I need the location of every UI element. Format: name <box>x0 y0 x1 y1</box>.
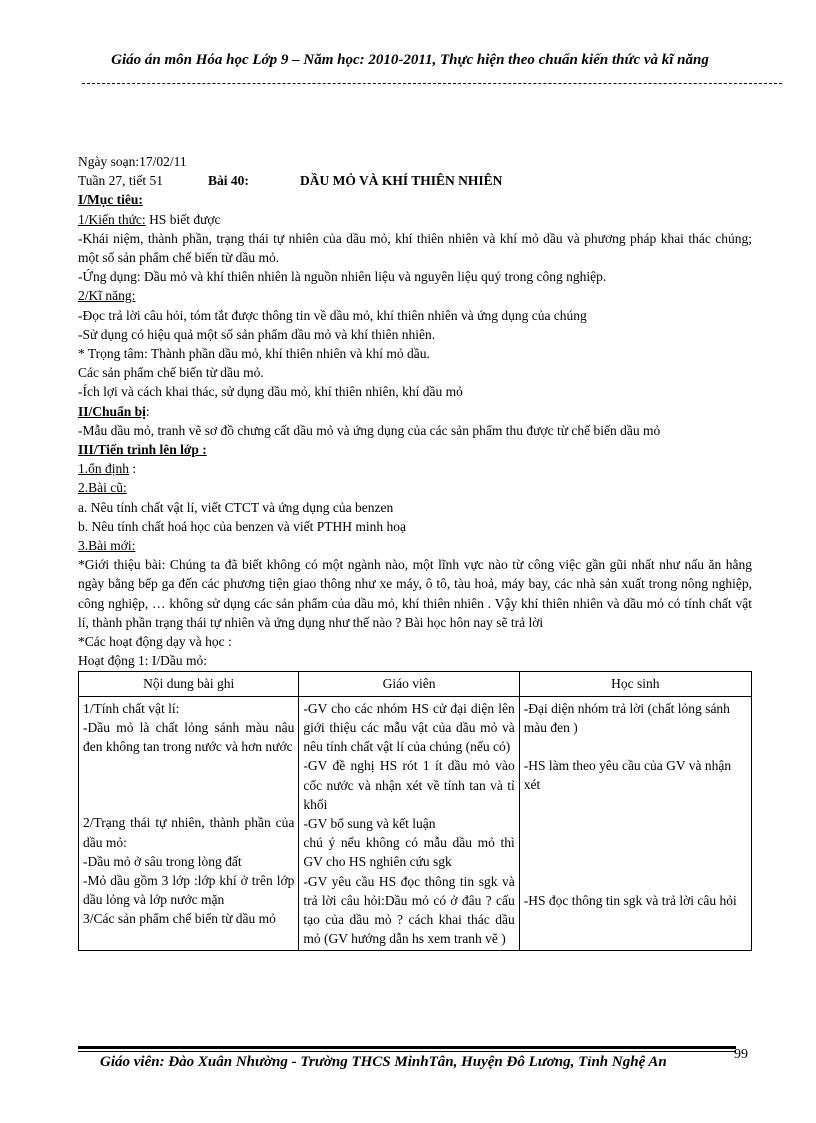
footer-divider-thin <box>78 1051 736 1052</box>
teacher-line: chú ý nếu không có mẫu dầu mỏ thì GV cho HS nghiên cứu sgk <box>303 835 515 870</box>
knowledge-item-1: -Khái niệm, thành phần, trạng thái tự nhiên của dầu mỏ, khí thiên nhiên và khí mỏ dầu và phương pháp khai thác chúng; một số sản phẩm chế biến từ dầu mỏ. <box>78 230 752 266</box>
step-2-heading: 2.Bài cũ: <box>78 480 127 496</box>
table-row <box>79 696 752 951</box>
content-line: 1/Tính chất vật lí: <box>83 700 180 716</box>
old-lesson-question-a: a. Nêu tính chất vật lí, viết CTCT và ứng dụng của benzen <box>78 499 394 515</box>
header-divider <box>82 83 782 84</box>
content-line: -Mỏ dầu gồm 3 lớp :lớp khí ở trên lớp dầu lỏng và lớp nước mặn <box>83 872 295 908</box>
table-header-row <box>79 672 752 696</box>
teacher-line: -GV bổ sung và kết luận <box>303 815 436 831</box>
activities-heading: *Các hoạt động dạy và học : <box>78 634 232 650</box>
content-cell <box>79 696 299 951</box>
teacher-cell <box>299 696 519 951</box>
activity-table <box>78 671 752 951</box>
teacher-line: -GV đề nghị HS rót 1 ít dầu mỏ vào cốc nước và nhận xét về tính tan và tỉ khối <box>303 758 515 812</box>
step-1-tail: : <box>129 461 137 477</box>
lesson-line <box>78 171 752 190</box>
footer-divider-thick <box>78 1046 736 1049</box>
teacher-line: -GV cho các nhóm HS cử đại diện lên giới thiệu các mẫu vật của dầu mỏ và nêu tính chất vật lí của chúng (nếu có) <box>303 700 515 755</box>
preparation-text: -Mẫu dầu mỏ, tranh vẽ sơ đồ chưng cất dầu mỏ và ứng dụng của các sản phẩm thu được từ chế biến dầu mỏ <box>78 422 661 438</box>
table-header-content: Nội dung bài ghi <box>79 672 299 696</box>
lesson-title: DẦU MỎ VÀ KHÍ THIÊN NHIÊN <box>300 173 503 189</box>
focus-line-1: * Trọng tâm: Thành phần dầu mỏ, khí thiên nhiên và khí mỏ dầu. <box>78 346 430 362</box>
step-1-heading: 1.ổn định <box>78 461 130 477</box>
knowledge-item-2: -Ứng dụng: Dầu mỏ và khí thiên nhiên là nguồn nhiên liệu và nguyên liệu quý trong công nghiệp. <box>78 269 607 285</box>
page-footer: Giáo viên: Đào Xuân Nhường - Trường THCS MinhTân, Huyện Đô Lương, Tỉnh Nghệ An <box>100 1054 667 1070</box>
student-line: -Đại diện nhóm trả lời (chất lỏng sánh màu đen ) <box>523 700 730 735</box>
activity-1-heading: Hoạt động 1: I/Dầu mỏ: <box>78 653 207 669</box>
document-body <box>78 152 752 951</box>
content-line: -Dầu mỏ là chất lỏng sánh màu nâu đen không tan trong nước và hơn nước <box>83 719 295 755</box>
knowledge-heading: 1/Kiến thức: <box>78 211 146 227</box>
student-line: -HS đọc thông tin sgk và trả lời câu hỏi <box>523 892 737 908</box>
section-preparation-title: II/Chuẩn bị <box>78 403 146 419</box>
section-preparation-colon: : <box>145 403 150 419</box>
old-lesson-question-b: b. Nêu tính chất hoá học của benzen và viết PTHH minh hoạ <box>78 518 407 534</box>
page-number: 99 <box>734 1047 748 1062</box>
table-header-teacher: Giáo viên <box>299 672 519 696</box>
lesson-introduction: *Giới thiệu bài: Chúng ta đã biết không có một ngành nào, một lĩnh vực nào từ công việc gần gũi nhất như nấu ăn hằng ngày bằng bếp ga đến các phương tiện giao thông như xe máy, ô tô, tàu hoả, máy bay, các nhà sản xuất trong nông nghiệp, công nghiệp, … không sử dụng các sản phẩm của dầu mỏ, khí thiên nhiên . Vậy khí thiên nhiên và dầu mỏ có tính chất vật lí, thành phần trạng thái tự nhiên và ứng dụng như thế nào ? Bài học hôn nay sẽ trả lời <box>78 557 752 630</box>
page-header: Giáo án môn Hóa học Lớp 9 – Năm học: 2010-2011, Thực hiện theo chuẩn kiến thức và kĩ năng <box>111 52 709 68</box>
lesson-number: Bài 40: <box>208 173 249 189</box>
focus-line-2: Các sản phẩm chế biến từ dầu mỏ. <box>78 365 264 381</box>
focus-line-3: -Ích lợi và cách khai thác, sử dụng dầu mỏ, khí thiên nhiên, khí dầu mỏ <box>78 384 463 400</box>
student-cell <box>519 696 751 951</box>
teacher-line: -GV yêu cầu HS đọc thông tin sgk và trả lời câu hỏi:Dầu mỏ có ở đâu ? cấu tạo của dầu mỏ ? cách khai thác dầu mỏ (GV hướng dẫn hs xem tranh vẽ ) <box>303 873 515 947</box>
student-line: -HS làm theo yêu cầu của GV và nhận xét <box>523 758 732 793</box>
skills-item-2: -Sử dụng có hiệu quả một số sản phẩm dầu mỏ và khí thiên nhiên. <box>78 326 436 342</box>
week-line: Tuần 27, tiết 51 <box>78 173 164 189</box>
table-header-student: Học sinh <box>519 672 751 696</box>
content-line: -Dầu mỏ ở sâu trong lòng đất <box>83 853 242 869</box>
content-line: 3/Các sản phẩm chế biến từ dầu mỏ <box>83 911 276 927</box>
step-3-heading: 3.Bài mới: <box>78 538 136 554</box>
section-objectives-title: I/Mục tiêu: <box>78 192 143 208</box>
content-line: 2/Trạng thái tự nhiên, thành phần của dầu mỏ: <box>83 815 295 850</box>
knowledge-heading-tail: HS biết được <box>145 211 221 227</box>
skills-heading: 2/Kĩ năng: <box>78 288 136 304</box>
skills-item-1: -Đọc trả lời câu hỏi, tóm tắt được thông tin về dầu mỏ, khí thiên nhiên và ứng dụng của chúng <box>78 307 587 323</box>
section-process-title: III/Tiến trình lên lớp : <box>78 442 207 458</box>
date-line: Ngày soạn:17/02/11 <box>78 154 187 169</box>
